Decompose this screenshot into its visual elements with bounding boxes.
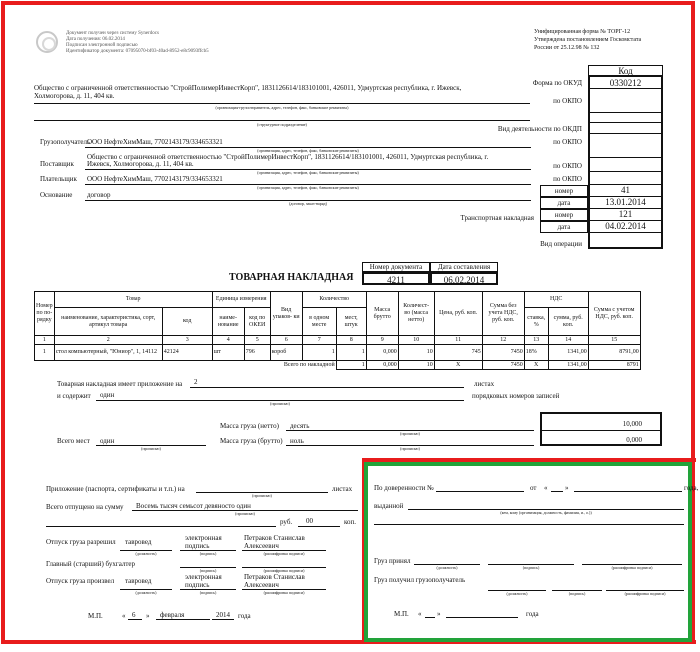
total-places: 1 [336,361,366,370]
th-qty: Количество [302,292,366,308]
row-qty-one: 1 [302,345,336,361]
th-sum-novat: Сумма без учета НДС, руб. коп. [482,292,524,336]
contains-caption: (прописью) [270,401,290,406]
colnum: 12 [482,336,524,345]
released-label: Всего отпущено на сумму [46,503,124,511]
basis-date-label: дата [540,197,588,209]
division-caption: (структурное подразделение) [257,122,307,127]
total-total: 8791 [588,361,640,370]
released-by-label: Отпуск груза произвел [46,577,115,585]
quote-close: » [146,612,150,620]
kop-label: коп. [344,518,357,526]
row-price: 745 [434,345,482,361]
row-name: стол компьютерный, "Юниор", 1, 14112 [54,345,162,361]
row-places: 1 [336,345,366,361]
transport-date: 04.02.2014 [588,221,663,233]
net-box: 10,000 [540,412,662,430]
consignee-value: ООО НефтеХимМаш, 7702143179/334653321 [87,138,223,146]
net-label: Масса груза (нетто) [220,422,279,430]
operation-label: Вид операции [540,240,582,248]
th-name: наименование, характеристика, сорт, артикул товара [54,308,162,336]
colnum: 13 [524,336,548,345]
year: 2014 [216,611,230,619]
basis-number-label: номер [540,185,588,197]
basis-date: 13.01.2014 [588,197,663,209]
gross-caption: (прописью) [400,446,420,451]
released-by-pos-caption: (должность) [135,590,157,595]
attach-value: 2 [194,378,198,386]
mp-right-q-close: » [437,610,441,618]
contains-value: один [100,391,115,399]
sender-line-2: Холмогорова, д. 11, 404 кв. [34,92,115,100]
payer-label: Плательщик [40,175,77,183]
form-header-line-1: Унифицированная форма № ТОРГ-12 [534,29,631,35]
row-sum: 7450 [482,345,524,361]
accepted-label: Груз принял [374,557,411,565]
issued-caption: (кем, кому (организация, должность, фамилия, и., о.)) [500,510,592,515]
doc-date: 06.02.2014 [430,272,498,285]
proxy-ot: от [530,484,537,492]
sender-section-frame [1,1,695,461]
released-value: Восемь тысяч семьсот девяносто один [136,502,251,510]
transport-label: Транспортная накладная [460,214,534,222]
th-num: Номер по по- рядку [35,292,55,336]
accountant-sign-caption: (подпись) [199,568,217,573]
edo-line-1: Документ получен через систему Synerdocs [66,31,159,36]
basis-caption: (договор, заказ-наряд) [289,201,327,206]
okdp-label: Вид деятельности по ОКДП [497,125,582,133]
total-sum: 7450 [482,361,524,370]
released-by-name-caption: (расшифровка подписи) [263,590,305,595]
th-total: Сумма с учетом НДС, руб. коп. [588,292,640,336]
row-okei: 796 [244,345,270,361]
basis-label: Основание [40,191,73,199]
row-unit: шт [212,345,244,361]
sender-line-1: Общество с ограниченной ответственностью "СтройПолимерИнвестКорп", 1831126614/183101001, 426011, Удмуртская республика, г. Ижевск, [34,84,462,92]
row-mass: 0,000 [366,345,398,361]
doc-title: ТОВАРНАЯ НАКЛАДНАЯ [229,272,354,283]
colnum: 10 [398,336,434,345]
colnum: 9 [366,336,398,345]
basis-number: 41 [588,185,663,197]
consignee-caption: (организация, адрес, телефон, факс, банковские реквизиты) [257,148,359,153]
allowed-pos-caption: (должность) [135,551,157,556]
transport-number-label: номер [540,209,588,221]
received-label: Груз получил грузополучатель [374,576,466,584]
colnum: 11 [434,336,482,345]
colnum: 5 [244,336,270,345]
th-price: Цена, руб. коп. [434,292,482,336]
proxy-q-open: « [544,484,548,492]
colnum: 4 [212,336,244,345]
allowed-label: Отпуск груза разрешил [46,538,116,546]
allowed-sign-caption: (подпись) [199,551,217,556]
th-mass: Масса брутто [366,292,398,336]
supplier-line-2: Ижевск, Холмогорова, д. 11, 404 кв. [87,160,194,168]
th-unit: Единица измерения [212,292,270,308]
released-by-sign-caption: (подпись) [199,590,217,595]
released-by-name: Петраков Станислав Алексеевич [244,573,305,589]
colnum: 7 [302,336,336,345]
form-header-line-3: России от 25.12.98 № 132 [534,45,600,51]
doc-number: 4211 [362,272,430,285]
th-qty-places: мест, штук [336,308,366,336]
mp-left: М.П. [88,612,103,620]
places-value: один [100,437,115,445]
rub-label: руб. [280,518,293,526]
transport-number: 121 [588,209,663,221]
accountant-label: Главный (старший) бухгалтер [46,560,136,568]
accepted-pos-caption: (должность) [436,565,458,570]
year-suffix: года [238,612,251,620]
received-sign-caption: (подпись) [568,591,586,596]
transport-date-label: дата [540,221,588,233]
proxy-q-close: » [565,484,569,492]
row-total: 8791,00 [588,345,640,361]
sender-caption: (организация-грузоотправитель, адрес, телефон, факс, банковские реквизиты) [215,105,349,110]
totals-label: Всего по накладной [35,361,337,370]
th-qty-one: в одном месте [302,308,336,336]
supplier-line-1: Общество с ограниченной ответственностью "СтройПолимерИнвестКорп", 1831126614/183101001, 426011, Удмуртская республика, г. [87,153,489,161]
edo-line-2: Дата получения: 06.02.2014 [66,37,125,42]
colnum: 8 [336,336,366,345]
net-caption: (прописью) [400,431,420,436]
appendix-listah: листах [332,485,353,493]
th-okei: код по ОКЕИ [244,308,270,336]
th-pack: Вид упаков- ки [270,292,302,336]
gross-box: 0,000 [540,430,662,446]
gross-label: Масса груза (брутто) [220,437,283,445]
th-vat: НДС [524,292,588,308]
edo-line-3: Подписан электронной подписью [66,43,138,48]
month: февраля [160,611,185,619]
issued-label: выданной [374,502,404,510]
allowed-pos: тавровед [125,538,152,546]
colnum: 14 [548,336,588,345]
total-price: X [434,361,482,370]
th-vat-sum: сумма, руб. коп. [548,308,588,336]
records-label: порядковых номеров записей [472,392,560,400]
colnum: 6 [270,336,302,345]
quote-open: « [122,612,126,620]
supplier-label: Поставщик [40,160,74,168]
mp-right-q-open: « [418,610,422,618]
allowed-name: Петраков Станислав Алексеевич [244,534,305,550]
basis-value: договор [87,191,111,199]
form-header-line-2: Утверждена постановлением Госкомстата [534,37,642,43]
gross-value: ноль [290,437,304,445]
released-caption: (прописью) [235,511,255,516]
attach-listov: листах [474,380,495,388]
colnum: 1 [35,336,55,345]
th-unit-name: наиме- нование [212,308,244,336]
kod-header: Код [588,65,663,76]
th-vat-rate: ставка, % [524,308,548,336]
doc-number-header: Номер документа [362,262,430,272]
row-rate: 18% [524,345,548,361]
okpo-label-4: по ОКПО [553,175,582,183]
colnum: 3 [162,336,212,345]
released-by-sign: электронная подпись [185,573,222,589]
th-kod: код [162,308,212,336]
payer-value: ООО НефтеХимМаш, 7702143179/334653321 [87,175,223,183]
net-value: десять [290,422,310,430]
places-label: Всего мест [57,437,90,445]
attach-label: Товарная накладная имеет приложение на [57,380,183,388]
okud-value: 0330212 [588,75,663,89]
consignee-label: Грузополучатель [40,138,91,146]
okpo-label-3: по ОКПО [553,162,582,170]
supplier-caption: (организация, адрес, телефон, факс, банковские реквизиты) [257,170,359,175]
accepted-name-caption: (расшифровка подписи) [611,565,653,570]
proxy-goda: года, [684,484,699,492]
proxy-label: По доверенности № [374,484,434,492]
th-tovar: Товар [54,292,212,308]
payer-caption: (организация, адрес, телефон, факс, банковские реквизиты) [257,185,359,190]
total-rate: X [524,361,548,370]
total-mass: 0,000 [366,361,398,370]
places-caption: (прописью) [141,446,161,451]
okud-label: Форма по ОКУД [532,79,582,87]
total-vat: 1341,00 [548,361,588,370]
colnum: 2 [54,336,162,345]
day: 6 [132,611,136,619]
doc-date-header: Дата составления [430,262,498,272]
contains-label: и содержит [57,392,91,400]
accepted-sign-caption: (подпись) [522,565,540,570]
row-pack: короб [270,345,302,361]
appendix-label: Приложение (паспорта, сертификаты и т.п.) на [46,485,185,493]
okpo-label-2: по ОКПО [553,138,582,146]
mp-right-year: года [526,610,539,618]
allowed-sign: электронная подпись [185,534,222,550]
received-pos-caption: (должность) [506,591,528,596]
row-num: 1 [35,345,55,361]
kop-value: 00 [306,517,313,525]
allowed-name-caption: (расшифровка подписи) [263,551,305,556]
accountant-name-caption: (расшифровка подписи) [263,568,305,573]
released-by-pos: тавровед [125,577,152,585]
mp-right: М.П. [394,610,409,618]
row-vat: 1341,00 [548,345,588,361]
th-qty-netto: Количест- во (масса нетто) [398,292,434,336]
okpo-label-1: по ОКПО [553,97,582,105]
colnum: 15 [588,336,640,345]
edo-line-4: Идентификатор документа: 07095070-bf03-40ad-8952-e8c9093ffcb5 [66,49,209,54]
row-kod: 42124 [162,345,212,361]
received-name-caption: (расшифровка подписи) [624,591,666,596]
appendix-caption: (прописью) [252,493,272,498]
row-qty: 10 [398,345,434,361]
total-qty: 10 [398,361,434,370]
